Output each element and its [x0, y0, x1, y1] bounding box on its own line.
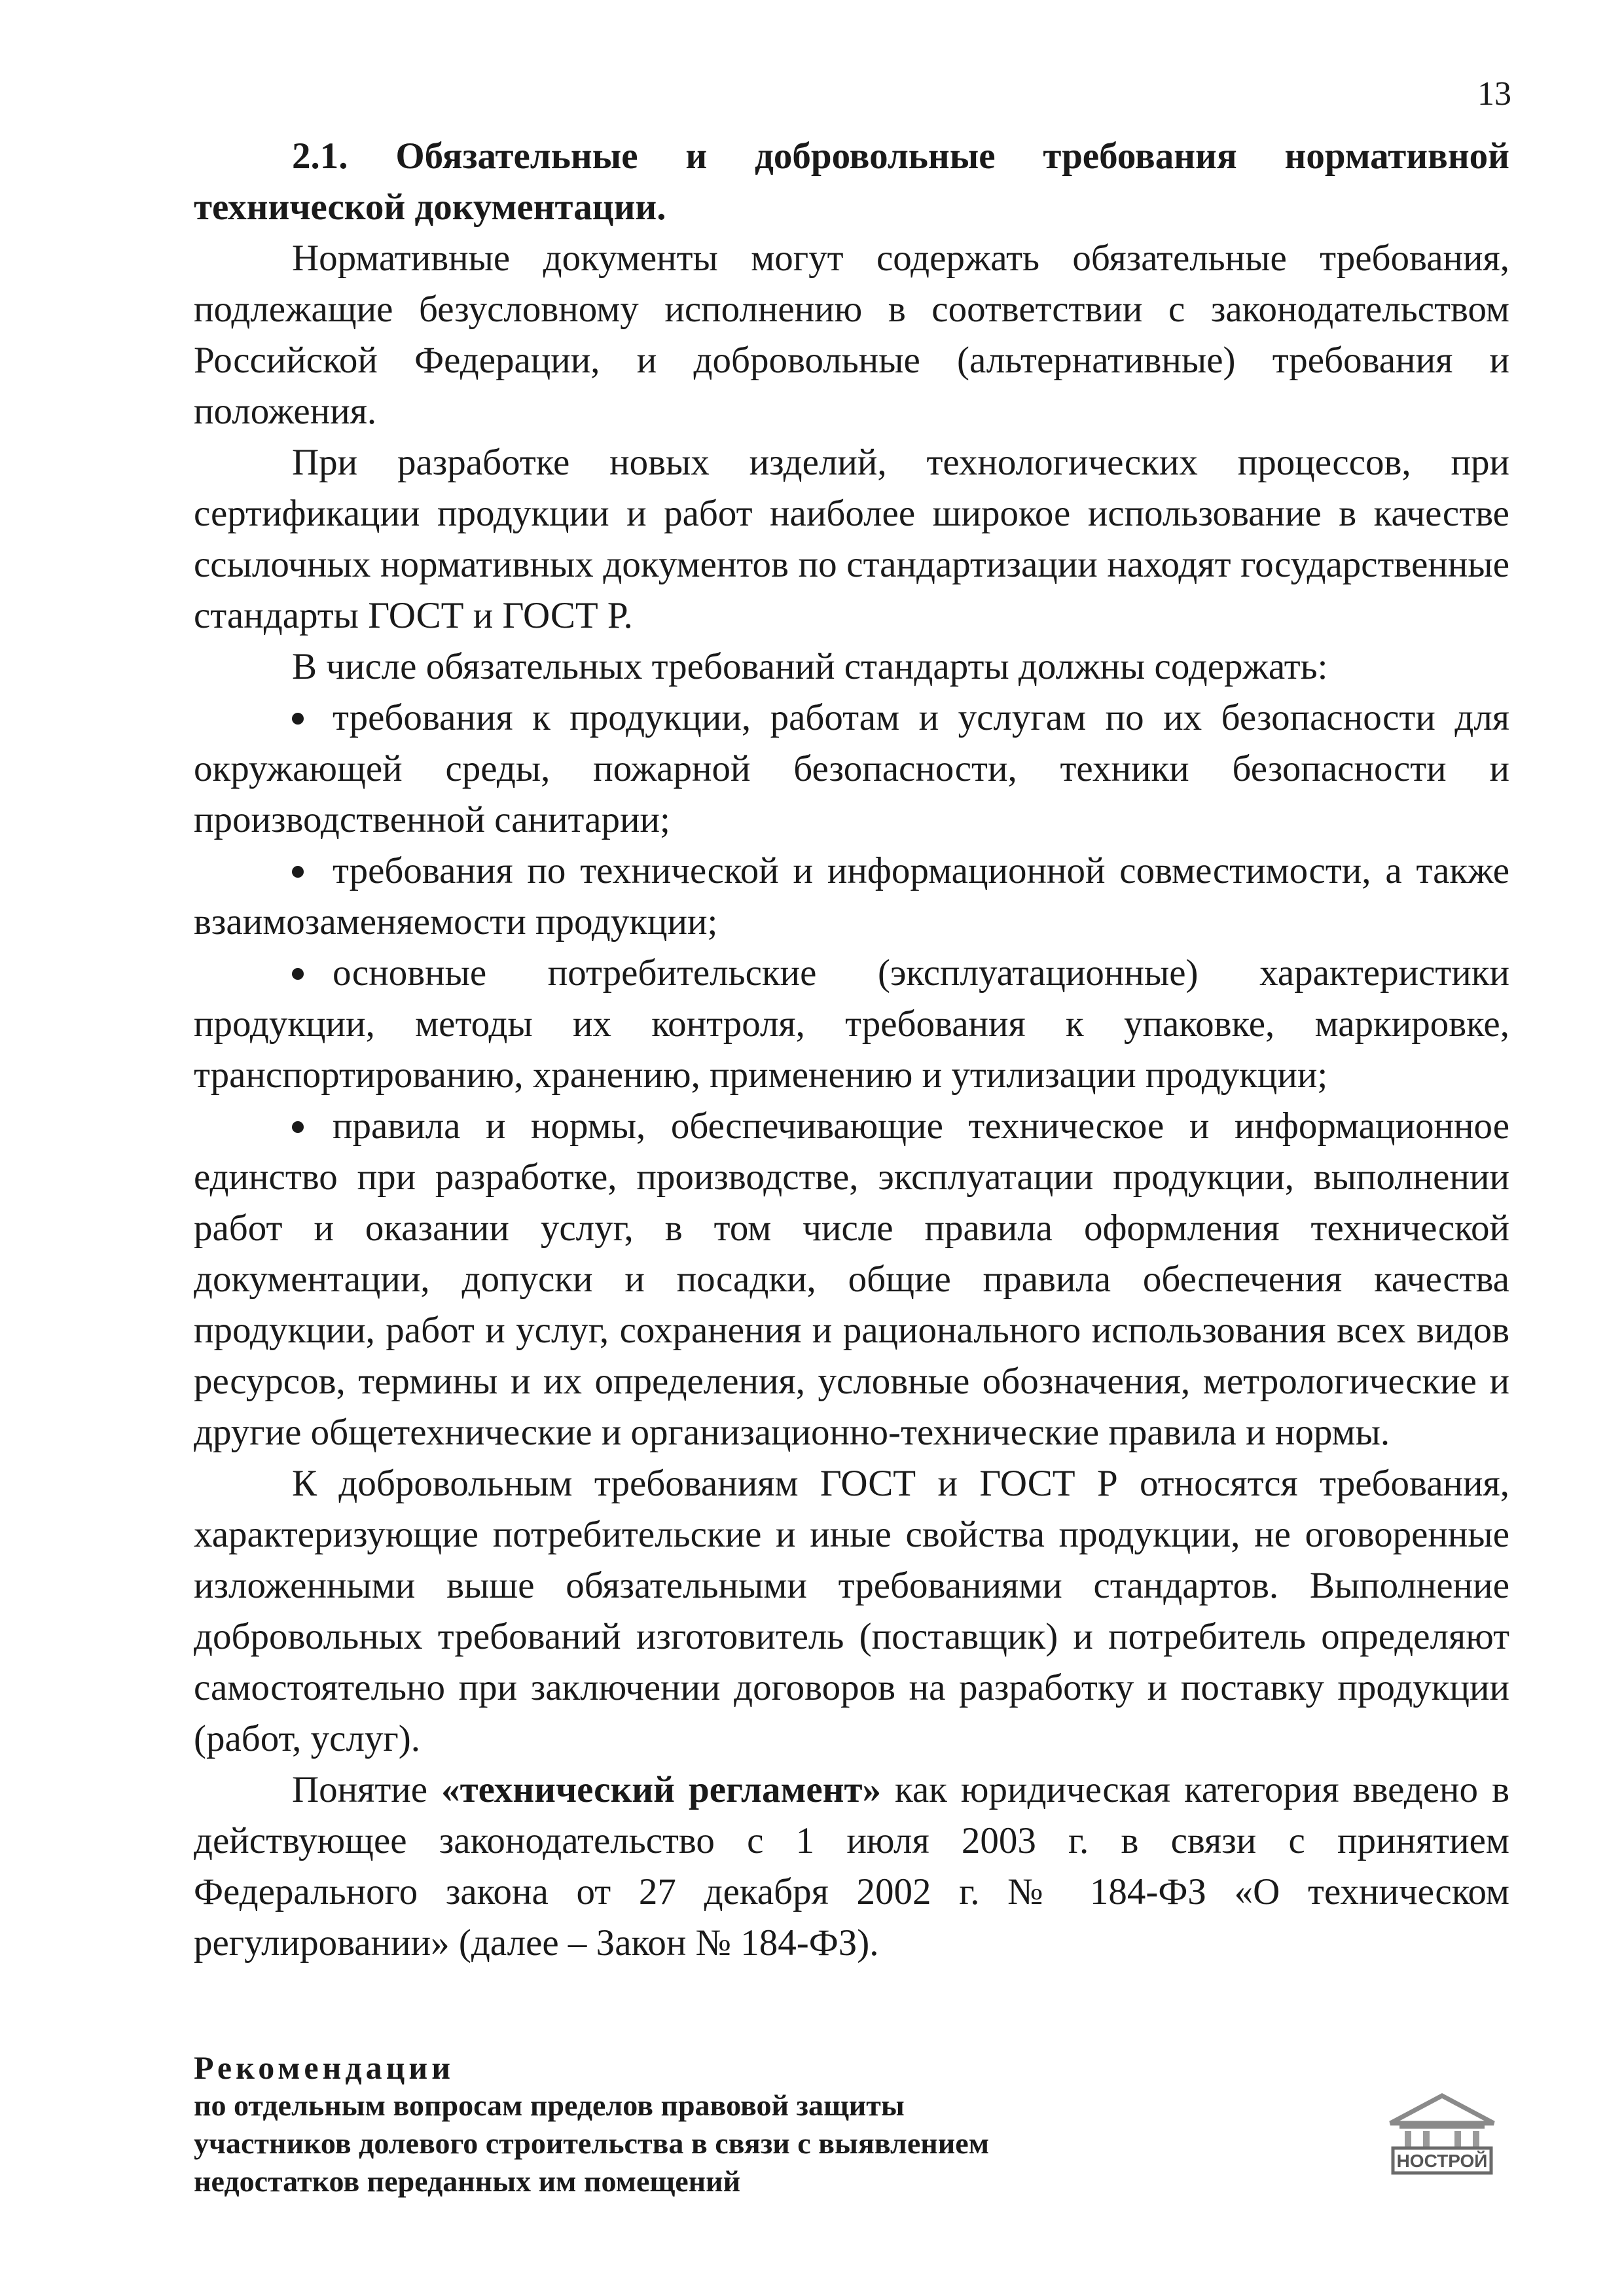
list-item [194, 692, 1509, 846]
footer [194, 2049, 1176, 2200]
page-number: 13 [1477, 75, 1511, 113]
list-item-text: требования по технической и информационной совместимости, а также взаимозаменяемости продукции; [194, 850, 1509, 942]
bullet-icon [292, 1121, 304, 1133]
paragraph: При разработке новых изделий, технологических процессов, при сертификации продукции и работ наиболее широкое использование в качестве ссылочных нормативных документов по стандартизации находят государственные стандарты ГОСТ и ГОСТ Р. [194, 442, 1509, 636]
paragraph-text: как юридическая категория введено в действующее законодательство с 1 июля 2003 г. в связи с принятием Федерального закона от 27 декабря 2002 г. № 184-ФЗ «О техническом регулировании» (далее – Закон № 184-ФЗ). [194, 1769, 1509, 1964]
document-body [194, 131, 1509, 1969]
section-heading: 2.1. Обязательные и добровольные требования нормативной технической документации. [194, 135, 1509, 228]
list-item [194, 948, 1509, 1101]
term-emphasis: «технический регламент» [441, 1769, 881, 1810]
paragraph [194, 1765, 1509, 1969]
paragraph: В числе обязательных требований стандарты должны содержать: [292, 646, 1328, 687]
footer-line: недостатков переданных им помещений [194, 2164, 741, 2198]
bullet-icon [292, 713, 304, 725]
nostroy-logo-icon [1386, 2093, 1498, 2178]
list-item-text: требования к продукции, работам и услугам по их безопасности для окружающей среды, пожарной безопасности, техники безопасности и производственной санитарии; [194, 697, 1509, 840]
paragraph: К добровольным требованиям ГОСТ и ГОСТ Р относятся требования, характеризующие потребительские и иные свойства продукции, не оговоренные изложенными выше обязательными требованиями стандартов. Выполнение добровольных требований изготовитель (поставщик) и потребитель определяют самостоятельно при заключении договоров на разработку и поставку продукции (работ, услуг). [194, 1463, 1509, 1759]
list-item [194, 846, 1509, 948]
paragraph-text: Понятие [292, 1769, 442, 1810]
footer-title: Рекомендации [194, 2049, 455, 2086]
paragraph: Нормативные документы могут содержать обязательные требования, подлежащие безусловному исполнению в соответствии с законодательством Российской Федерации, и добровольные (альтернативные) требования и положения. [194, 238, 1509, 432]
list-item-text: основные потребительские (эксплуатационные) характеристики продукции, методы их контроля, требования к упаковке, маркировке, транспортированию, хранению, применению и утилизации продукции; [194, 952, 1509, 1096]
list-item-text: правила и нормы, обеспечивающие техническое и информационное единство при разработке, производстве, эксплуатации продукции, выполнении работ и оказании услуг, в том числе правила оформления технической документации, допуски и посадки, общие правила обеспечения качества продукции, работ и услуг, сохранения и рационального использования всех видов ресурсов, термины и их определения, условные обозначения, метрологические и другие общетехнические и организационно-технические правила и нормы. [194, 1105, 1509, 1453]
bullet-icon [292, 968, 304, 980]
list-item [194, 1101, 1509, 1458]
footer-line: участников долевого строительства в связи с выявлением [194, 2126, 990, 2160]
bullet-icon [292, 866, 304, 878]
logo-text: НОСТРОЙ [1396, 2151, 1488, 2171]
footer-line: по отдельным вопросам пределов правовой защиты [194, 2089, 905, 2122]
